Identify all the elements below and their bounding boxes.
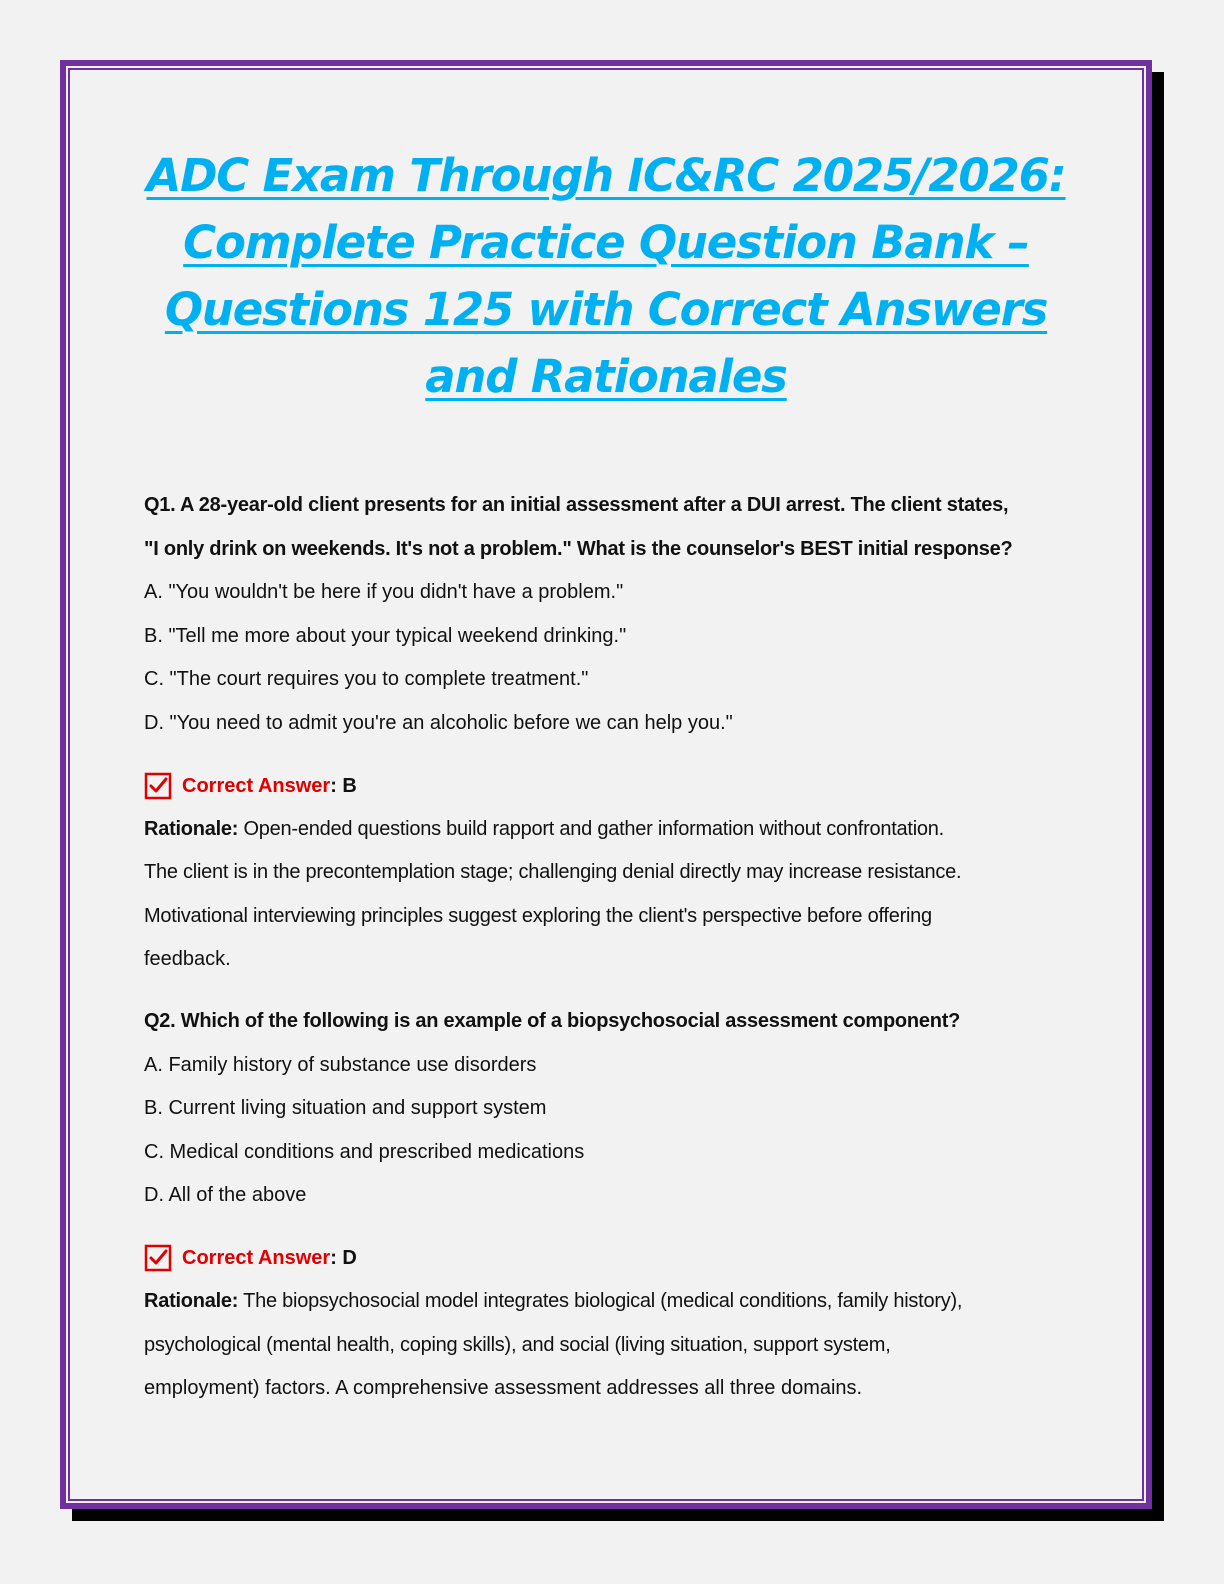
question-list xyxy=(144,484,1084,1411)
checked-box-icon xyxy=(144,772,172,800)
rationale-label: Rationale: xyxy=(144,817,239,840)
question-1-rationale-line-4: feedback. xyxy=(144,948,231,971)
title-line-2: Complete Practice Question Bank – xyxy=(183,216,1029,269)
question-2-correct-answer xyxy=(144,1236,1084,1280)
question-1-rationale-line-1 xyxy=(144,808,1084,852)
question-2-rationale-line-1 xyxy=(144,1280,1084,1324)
title-line-1: ADC Exam Through IC&RC 2025/2026: xyxy=(146,149,1066,202)
correct-answer-label: Correct Answer xyxy=(182,1246,331,1269)
question-2-rationale-line-2: psychological (mental health, coping skills), and social (living situation, support system, xyxy=(144,1333,891,1356)
correct-answer-label: Correct Answer xyxy=(182,774,331,797)
question-2-option-b: B. Current living situation and support system xyxy=(144,1097,547,1120)
title-line-3: Questions 125 with Correct Answers xyxy=(164,283,1048,336)
question-1-rationale-line-3: Motivational interviewing principles suggest exploring the client's perspective before offering xyxy=(144,904,932,927)
correct-answer-value: : B xyxy=(330,774,357,797)
question-2-rationale-line-3: employment) factors. A comprehensive assessment addresses all three domains. xyxy=(144,1377,863,1400)
question-2 xyxy=(144,1000,1084,1411)
title-line-4: and Rationales xyxy=(425,350,787,403)
question-2-option-d: D. All of the above xyxy=(144,1184,307,1207)
question-1 xyxy=(144,484,1084,982)
question-1-option-d: D. "You need to admit you're an alcoholic before we can help you." xyxy=(144,711,733,734)
rationale-text: Open-ended questions build rapport and gather information without confrontation. xyxy=(238,817,944,840)
correct-answer-value: : D xyxy=(330,1246,357,1269)
rationale-label: Rationale: xyxy=(144,1289,239,1312)
question-1-correct-answer xyxy=(144,764,1084,808)
checked-box-icon xyxy=(144,1244,172,1272)
question-1-option-b: B. "Tell me more about your typical weekend drinking." xyxy=(144,624,627,647)
rationale-text: The biopsychosocial model integrates biological (medical conditions, family history), xyxy=(238,1289,963,1312)
question-2-stem-line-1: Q2. Which of the following is an example of a biopsychosocial assessment component? xyxy=(144,1009,961,1032)
question-1-rationale-line-2: The client is in the precontemplation stage; challenging denial directly may increase resistance. xyxy=(144,861,962,884)
question-1-stem-line-2: "I only drink on weekends. It's not a problem." What is the counselor's BEST initial response? xyxy=(144,537,1013,560)
question-1-option-a: A. "You wouldn't be here if you didn't have a problem." xyxy=(144,581,624,604)
question-2-option-a: A. Family history of substance use disorders xyxy=(144,1053,537,1076)
question-1-stem-line-1: Q1. A 28-year-old client presents for an initial assessment after a DUI arrest. The client states, xyxy=(144,494,1009,516)
question-1-option-c: C. "The court requires you to complete treatment." xyxy=(144,668,589,691)
question-2-option-c: C. Medical conditions and prescribed medications xyxy=(144,1140,585,1163)
document-title xyxy=(140,142,1072,410)
